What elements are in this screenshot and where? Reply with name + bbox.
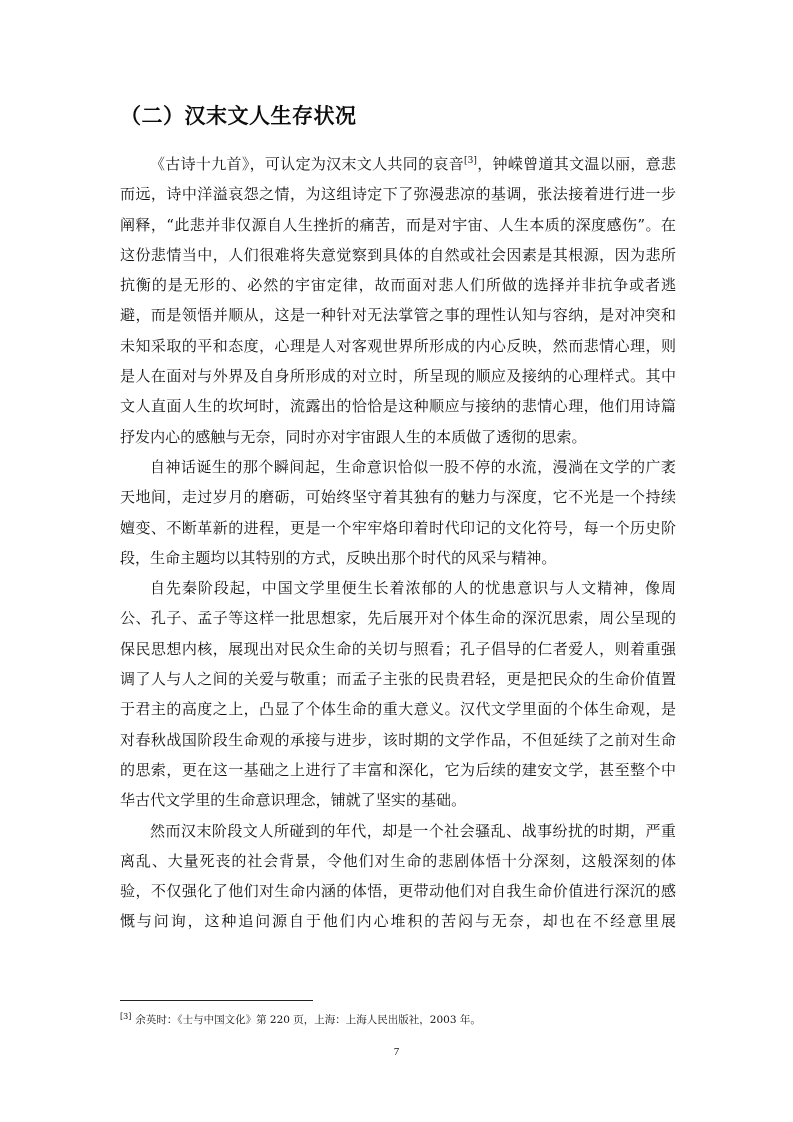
paragraph-1 [120, 149, 676, 452]
paragraph-2: 自神话诞生的那个瞬间起，生命意识恰似一股不停的水流，漫淌在文学的广袤天地间，走过岁月的磨砺，可始终坚守着其独有的魅力与深度，它不光是一个持续嬗变、不断革新的进程，更是一个牢牢烙印着时代印记的文化符号，每一个历史阶段，生命主题均以其特别的方式，反映出那个时代的风采与精神。 [120, 457, 676, 567]
footnote-reference[interactable]: [3] [464, 156, 477, 166]
footnote [120, 1009, 680, 1028]
body-text [120, 149, 676, 937]
section-heading: （二）汉末文人生存状况 [120, 104, 357, 128]
footnote-text: 余英时：《士与中国文化》第 220 页，上海：上海人民出版社，2003 年。 [135, 1014, 481, 1026]
paragraph-3: 自先秦阶段起，中国文学里便生长着浓郁的人的忧患意识与人文精神，像周公、孔子、孟子等这样一批思想家，先后展开对个体生命的深沉思索，周公呈现的保民思想内核，展现出对民众生命的关切与照看；孔子倡导的仁者爱人，则着重强调了人与人之间的关爱与敬重；而孟子主张的民贵君轻，更是把民众的生命价值置于君主的高度之上，凸显了个体生命的重大意义。汉代文学里面的个体生命观，是对春秋战国阶段生命观的承接与进步，该时期的文学作品，不但延续了之前对生命的思索，更在这一基础之上进行了丰富和深化，它为后续的建安文学，甚至整个中华古代文学里的生命意识理念，铺就了坚实的基础。 [120, 579, 676, 810]
paragraph-1-text-b: ，钟嵘曾道其文温以丽，意悲而远，诗中洋溢哀怨之情，为这组诗定下了弥漫悲凉的基调，张法接着进行进一步阐释，“此悲并非仅源自人生挫折的痛苦，而是对宇宙、人生本质的深度感伤”。在这份悲情当中，人们很难将失意觉察到具体的自然或社会因素是其根源，因为悲所抗衡的是无形的、必然的宇宙定律，故而面对悲人们所做的选择并非抗争或者逃避，而是领悟并顺从，这是一种针对无法掌管之事的理性认知与容纳，是对冲突和未知采取的平和态度，心理是人对客观世界所形成的内心反映，然而悲情心理，则是人在面对与外界及自身所形成的对立时，所呈现的顺应及接纳的心理样式。其中文人直面人生的坎坷时，流露出的恰恰是这种顺应与接纳的悲情心理，他们用诗篇抒发内心的感触与无奈，同时亦对宇宙跟人生的本质做了透彻的思索。 [120, 155, 676, 446]
footnote-mark: [3] [120, 1012, 132, 1021]
page-number: 7 [393, 1046, 400, 1058]
paragraph-1-text-a: 《古诗十九首》，可认定为汉末文人共同的哀音 [150, 155, 465, 173]
paragraph-4: 然而汉末阶段文人所碰到的年代，却是一个社会骚乱、战事纷扰的时期，严重离乱、大量死丧的社会背景，令他们对生命的悲剧体悟十分深刻，这般深刻的体验，不仅强化了他们对生命内涵的体悟，更带动他们对自我生命价值进行深沉的感慨与问询，这种追问源自于他们内心堆积的苦闷与无奈，却也在不经意里展 [120, 821, 676, 931]
footnote-divider [120, 1000, 313, 1001]
